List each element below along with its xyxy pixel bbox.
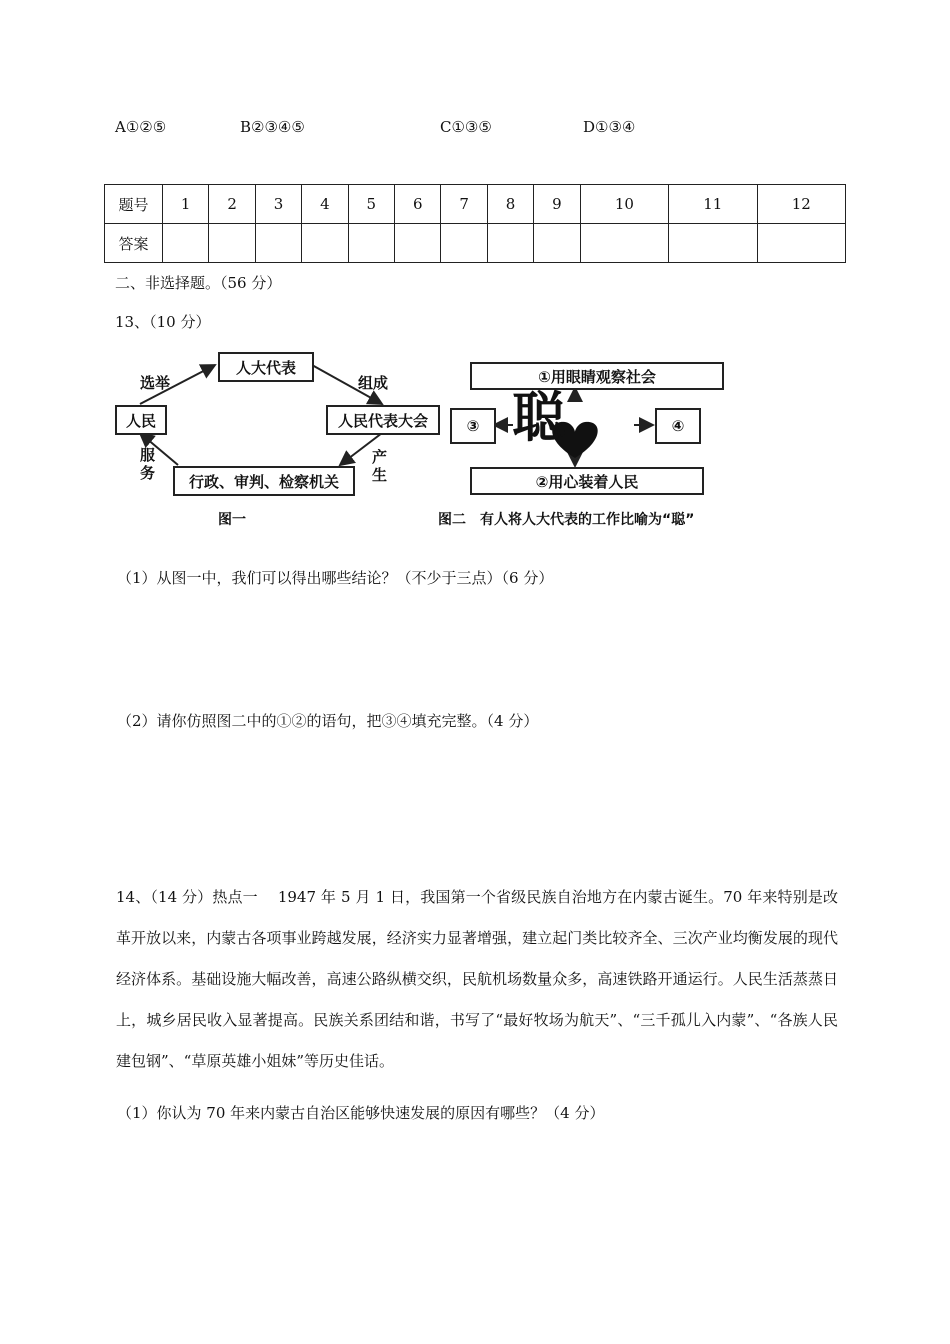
- figure2-caption: 图二 有人将人大代表的工作比喻为“聪”: [438, 512, 695, 528]
- question-number-cell: 11: [669, 185, 757, 224]
- option-b: B②③④⑤: [240, 118, 305, 136]
- question-number-cell: 3: [255, 185, 301, 224]
- question-number-cell: 8: [487, 185, 533, 224]
- figure1-caption: 图一: [218, 512, 246, 528]
- question-number-cell: 6: [395, 185, 441, 224]
- cong-character: 聪: [512, 386, 564, 449]
- q13-subquestion-1: （1）从图一中，我们可以得出哪些结论？（不少于三点）（6 分）: [117, 569, 554, 587]
- option-c: C①③⑤: [440, 118, 492, 136]
- question-number-cell: 2: [209, 185, 255, 224]
- q13-subquestion-2: （2）请你仿照图二中的①②的语句，把③④填充完整。（4 分）: [117, 712, 539, 730]
- organs-box: 行政、审判、检察机关: [173, 466, 355, 496]
- option-a: A①②⑤: [115, 118, 167, 136]
- question-number-cell: 4: [302, 185, 348, 224]
- top-box: ①用眼睛观察社会: [470, 362, 724, 390]
- question-number-cell: 5: [348, 185, 394, 224]
- question-13-heading: 13、（10 分）: [115, 313, 211, 331]
- bottom-box: ②用心装着人民: [470, 467, 704, 495]
- form-label: 组成: [358, 374, 389, 392]
- question-14-paragraph: 14、（14 分）热点一 1947 年 5 月 1 日，我国第一个省级民族自治地方在内蒙古诞生。70 年来特别是改革开放以来，内蒙古各项事业跨越发展，经济实力显著增强，建立起门类比较齐全、三次产业均衡发展的现代经济体系。基础设施大幅改善，高速公路纵横交织，民航机场数量众多，高速铁路开通运行。人民生活蒸蒸日上，城乡居民收入显著提高。民族关系团结和谐，书写了“最好牧场为航天”、“三千孤儿入内蒙”、“各族人民建包钢”、“草原英雄小姐妹”等历史佳话。: [116, 888, 838, 1070]
- serve-label: 服务: [140, 446, 156, 482]
- people-box: 人民: [115, 405, 167, 435]
- question-number-cell: 12: [757, 185, 846, 224]
- question-number-cell: 9: [534, 185, 580, 224]
- produce-label: 产生: [372, 448, 388, 484]
- congress-box: 人民代表大会: [326, 405, 440, 435]
- question-number-cell: 7: [441, 185, 487, 224]
- elect-label: 选举: [140, 374, 171, 392]
- left-box: ③: [450, 408, 496, 444]
- question-number-header: 题号: [105, 185, 163, 224]
- section-title: 二、非选择题。（56 分）: [115, 274, 282, 292]
- answer-header: 答案: [105, 224, 163, 263]
- option-d: D①③④: [583, 118, 636, 136]
- q14-subquestion-1: （1）你认为 70 年来内蒙古自治区能够快速发展的原因有哪些？（4 分）: [117, 1104, 605, 1122]
- question-number-cell: 1: [163, 185, 209, 224]
- right-box: ④: [655, 408, 701, 444]
- question-number-cell: 10: [580, 185, 668, 224]
- delegates-box: 人大代表: [218, 352, 314, 382]
